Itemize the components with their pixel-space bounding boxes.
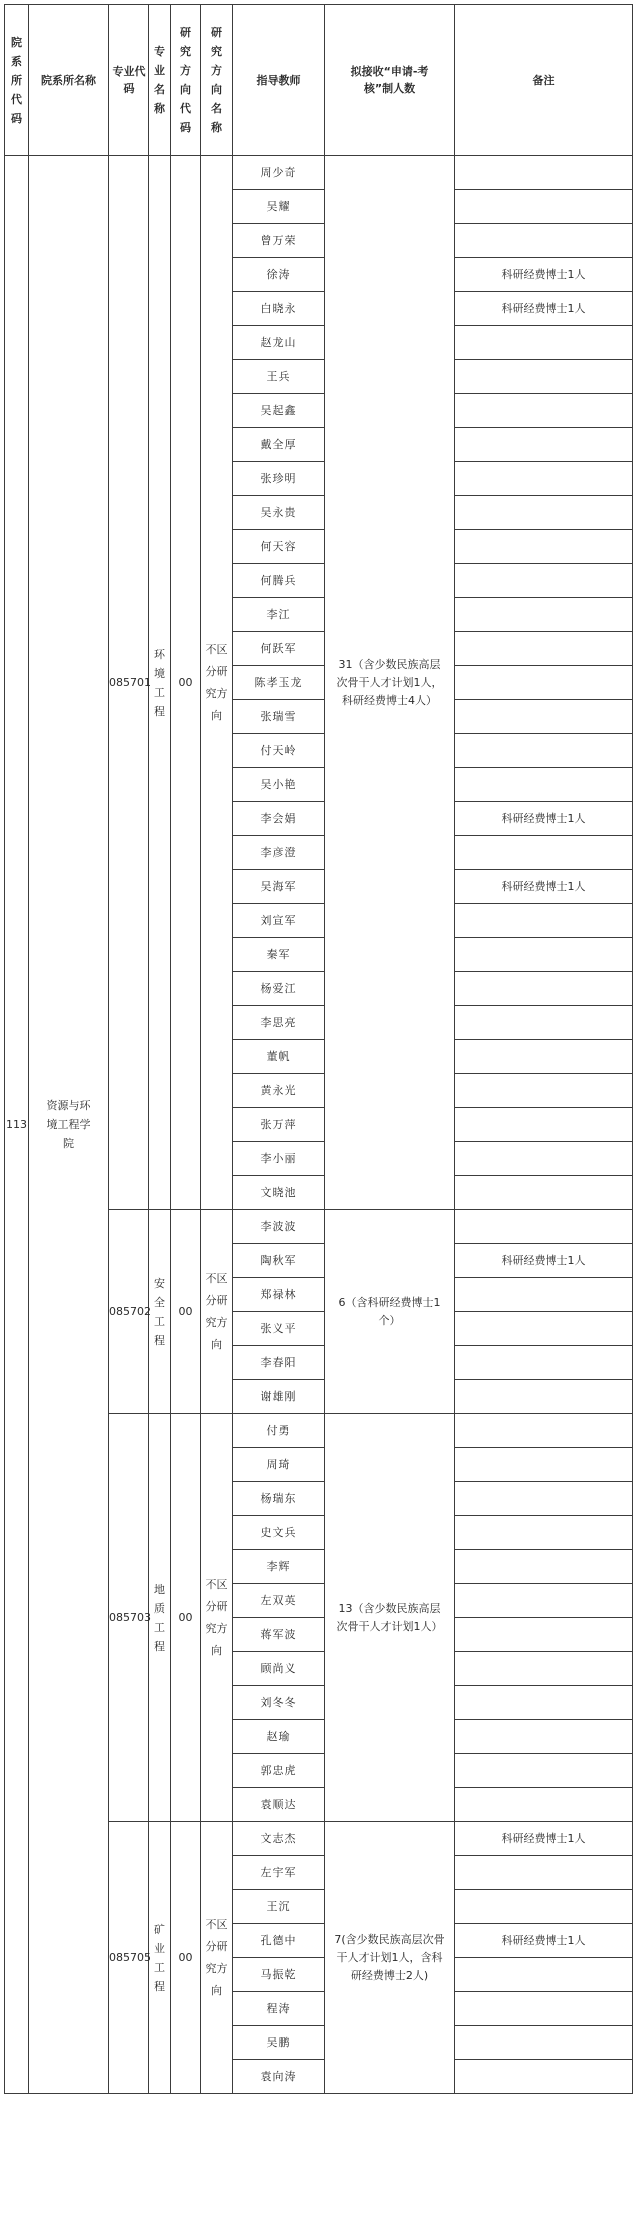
supervisor-cell xyxy=(233,1550,325,1584)
note-cell xyxy=(455,1618,633,1652)
note-cell xyxy=(455,1516,633,1550)
note-cell xyxy=(455,394,633,428)
supervisor-cell-text: 付勇 xyxy=(266,1424,291,1437)
supervisor-cell-text: 李波波 xyxy=(260,1220,297,1233)
supervisor-cell xyxy=(233,428,325,462)
supervisor-cell-text: 马振乾 xyxy=(260,1968,297,1981)
note-cell xyxy=(455,598,633,632)
supervisor-cell xyxy=(233,564,325,598)
note-cell xyxy=(455,1380,633,1414)
supervisor-cell xyxy=(233,2060,325,2094)
supervisor-cell-text: 张珍明 xyxy=(260,472,297,485)
note-cell xyxy=(455,190,633,224)
supervisor-cell xyxy=(233,938,325,972)
supervisor-cell xyxy=(233,1278,325,1312)
supervisor-cell-text: 赵瑜 xyxy=(266,1730,291,1743)
dir-code-cell xyxy=(171,1210,201,1414)
major-code-cell-text: 085703 xyxy=(109,1611,151,1624)
supervisor-cell xyxy=(233,1312,325,1346)
note-cell xyxy=(455,632,633,666)
supervisor-cell xyxy=(233,1074,325,1108)
supervisor-cell-text: 袁顺达 xyxy=(260,1798,297,1811)
supervisor-cell xyxy=(233,1346,325,1380)
supervisor-cell-text: 郭忠虎 xyxy=(260,1764,297,1777)
major-name-cell xyxy=(149,1210,171,1414)
dir-name-cell-text: 不区分研究方向 xyxy=(205,1271,228,1351)
supervisor-cell xyxy=(233,1856,325,1890)
supervisor-cell xyxy=(233,1448,325,1482)
supervisor-cell-text: 何跃军 xyxy=(260,642,297,655)
admission-table xyxy=(4,4,633,2094)
supervisor-cell-text: 王沉 xyxy=(266,1900,291,1913)
note-cell xyxy=(455,2060,633,2094)
note-cell xyxy=(455,1176,633,1210)
supervisor-cell-text: 李彦澄 xyxy=(260,846,297,859)
note-cell xyxy=(455,1856,633,1890)
major-code-cell xyxy=(109,1210,149,1414)
supervisor-cell-text: 白晓永 xyxy=(260,302,297,315)
supervisor-cell-text: 李小丽 xyxy=(260,1152,297,1165)
supervisor-cell xyxy=(233,1754,325,1788)
supervisor-cell xyxy=(233,1414,325,1448)
note-cell xyxy=(455,530,633,564)
supervisor-cell-text: 徐涛 xyxy=(266,268,291,281)
org-name-cell xyxy=(29,156,109,2094)
major-name-cell xyxy=(149,156,171,1210)
major-code-cell xyxy=(109,1414,149,1822)
supervisor-cell-text: 秦军 xyxy=(266,948,291,961)
plan-cell xyxy=(325,1414,455,1822)
supervisor-cell xyxy=(233,836,325,870)
note-cell xyxy=(455,1278,633,1312)
supervisor-cell xyxy=(233,1618,325,1652)
note-cell xyxy=(455,292,633,326)
supervisor-cell xyxy=(233,802,325,836)
note-cell xyxy=(455,564,633,598)
supervisor-cell-text: 张瑞雪 xyxy=(260,710,297,723)
plan-cell-text: 13（含少数民族高层次骨干人才计划1人） xyxy=(336,1601,443,1633)
supervisor-cell xyxy=(233,700,325,734)
note-cell xyxy=(455,666,633,700)
supervisor-cell-text: 董帆 xyxy=(266,1050,291,1063)
supervisor-cell-text: 刘冬冬 xyxy=(260,1696,297,1709)
supervisor-cell xyxy=(233,258,325,292)
note-cell xyxy=(455,462,633,496)
org-name-cell-text: 资源与环境工程学院 xyxy=(46,1099,91,1150)
plan-cell xyxy=(325,1822,455,2094)
supervisor-cell xyxy=(233,598,325,632)
supervisor-cell xyxy=(233,1040,325,1074)
supervisor-cell xyxy=(233,156,325,190)
note-cell xyxy=(455,1652,633,1686)
supervisor-cell-text: 李思亮 xyxy=(260,1016,297,1029)
supervisor-cell-text: 陈孝玉龙 xyxy=(254,676,303,689)
major-name-cell xyxy=(149,1822,171,2094)
note-cell-text: 科研经费博士1人 xyxy=(501,1832,586,1845)
supervisor-cell-text: 杨瑞东 xyxy=(260,1492,297,1505)
note-cell xyxy=(455,1482,633,1516)
note-cell xyxy=(455,938,633,972)
supervisor-cell xyxy=(233,530,325,564)
org-code-cell xyxy=(5,156,29,2094)
supervisor-cell xyxy=(233,1176,325,1210)
supervisor-cell-text: 张义平 xyxy=(260,1322,297,1335)
dir-name-cell-text: 不区分研究方向 xyxy=(205,1577,228,1657)
note-cell xyxy=(455,1074,633,1108)
supervisor-cell xyxy=(233,462,325,496)
plan-cell-text: 7(含少数民族高层次骨干人才计划1人，含科研经费博士2人) xyxy=(334,1932,445,1982)
major-code-cell xyxy=(109,1822,149,2094)
supervisor-cell-text: 戴全厚 xyxy=(260,438,297,451)
supervisor-cell-text: 吴海军 xyxy=(260,880,297,893)
supervisor-cell-text: 顾尚义 xyxy=(260,1662,297,1675)
supervisor-cell xyxy=(233,1482,325,1516)
supervisor-cell xyxy=(233,1822,325,1856)
supervisor-cell xyxy=(233,1890,325,1924)
header-row xyxy=(5,5,633,156)
supervisor-cell xyxy=(233,292,325,326)
note-cell-text: 科研经费博士1人 xyxy=(501,302,586,315)
note-cell xyxy=(455,1210,633,1244)
supervisor-cell-text: 吴永贵 xyxy=(260,506,297,519)
plan-cell-text: 31（含少数民族高层次骨干人才计划1人，科研经费博士4人） xyxy=(336,657,443,707)
supervisor-cell-text: 李江 xyxy=(266,608,291,621)
table-row xyxy=(5,156,633,190)
plan-cell xyxy=(325,156,455,1210)
header-major-code: 专业代码 xyxy=(109,5,149,156)
header-major-name: 专业名称 xyxy=(149,5,171,156)
note-cell xyxy=(455,1890,633,1924)
supervisor-cell-text: 周少奇 xyxy=(260,166,297,179)
note-cell xyxy=(455,1414,633,1448)
header-plan: 拟接收“申请-考核”制人数 xyxy=(325,5,455,156)
note-cell xyxy=(455,972,633,1006)
supervisor-cell-text: 谢雄刚 xyxy=(260,1390,297,1403)
supervisor-cell-text: 史文兵 xyxy=(260,1526,297,1539)
note-cell xyxy=(455,1448,633,1482)
dir-name-cell xyxy=(201,1210,233,1414)
supervisor-cell xyxy=(233,972,325,1006)
supervisor-cell-text: 杨爱江 xyxy=(260,982,297,995)
note-cell xyxy=(455,428,633,462)
note-cell xyxy=(455,1822,633,1856)
header-org-code: 院系所代码 xyxy=(5,5,29,156)
note-cell xyxy=(455,700,633,734)
supervisor-cell xyxy=(233,632,325,666)
note-cell-text: 科研经费博士1人 xyxy=(501,268,586,281)
supervisor-cell xyxy=(233,1788,325,1822)
supervisor-cell-text: 曾万荣 xyxy=(260,234,297,247)
note-cell-text: 科研经费博士1人 xyxy=(501,1254,586,1267)
dir-name-cell-text: 不区分研究方向 xyxy=(205,1917,228,1997)
supervisor-cell xyxy=(233,1006,325,1040)
supervisor-cell xyxy=(233,1720,325,1754)
supervisor-cell xyxy=(233,1142,325,1176)
supervisor-cell-text: 何腾兵 xyxy=(260,574,297,587)
dir-name-cell xyxy=(201,1822,233,2094)
note-cell xyxy=(455,1720,633,1754)
header-org-name: 院系所名称 xyxy=(29,5,109,156)
dir-code-cell xyxy=(171,1414,201,1822)
major-name-cell-text: 环境工程 xyxy=(153,647,165,718)
dir-code-cell xyxy=(171,1822,201,2094)
supervisor-cell-text: 程涛 xyxy=(266,2002,291,2015)
supervisor-cell xyxy=(233,1380,325,1414)
supervisor-cell-text: 付天岭 xyxy=(260,744,297,757)
supervisor-cell-text: 赵龙山 xyxy=(260,336,297,349)
note-cell xyxy=(455,1788,633,1822)
note-cell xyxy=(455,768,633,802)
supervisor-cell-text: 李会娟 xyxy=(260,812,297,825)
major-code-cell-text: 085702 xyxy=(109,1305,151,1318)
note-cell xyxy=(455,496,633,530)
table-body xyxy=(5,156,633,2094)
supervisor-cell-text: 王兵 xyxy=(266,370,291,383)
note-cell xyxy=(455,1346,633,1380)
supervisor-cell xyxy=(233,768,325,802)
major-name-cell-text: 安全工程 xyxy=(153,1276,165,1347)
note-cell xyxy=(455,870,633,904)
supervisor-cell-text: 黄永光 xyxy=(260,1084,297,1097)
note-cell xyxy=(455,836,633,870)
header-dir-name: 研究方向名称 xyxy=(201,5,233,156)
note-cell xyxy=(455,1006,633,1040)
supervisor-cell-text: 郑禄林 xyxy=(260,1288,297,1301)
note-cell xyxy=(455,1550,633,1584)
note-cell xyxy=(455,1584,633,1618)
supervisor-cell xyxy=(233,1108,325,1142)
note-cell-text: 科研经费博士1人 xyxy=(501,1934,586,1947)
supervisor-cell-text: 张万萍 xyxy=(260,1118,297,1131)
note-cell xyxy=(455,2026,633,2060)
dir-code-cell-text: 00 xyxy=(178,1611,193,1624)
supervisor-cell-text: 刘宣军 xyxy=(260,914,297,927)
supervisor-cell xyxy=(233,1924,325,1958)
supervisor-cell xyxy=(233,2026,325,2060)
note-cell xyxy=(455,1958,633,1992)
supervisor-cell-text: 吴起鑫 xyxy=(260,404,297,417)
supervisor-cell-text: 陶秋军 xyxy=(260,1254,297,1267)
supervisor-cell-text: 袁向涛 xyxy=(260,2070,297,2083)
supervisor-cell xyxy=(233,1210,325,1244)
major-name-cell xyxy=(149,1414,171,1822)
supervisor-cell xyxy=(233,394,325,428)
note-cell-text: 科研经费博士1人 xyxy=(501,812,586,825)
supervisor-cell xyxy=(233,1958,325,1992)
note-cell xyxy=(455,904,633,938)
header-dir-code: 研究方向代码 xyxy=(171,5,201,156)
supervisor-cell xyxy=(233,870,325,904)
major-code-cell-text: 085701 xyxy=(109,676,151,689)
note-cell xyxy=(455,326,633,360)
supervisor-cell xyxy=(233,326,325,360)
supervisor-cell xyxy=(233,496,325,530)
note-cell xyxy=(455,1312,633,1346)
supervisor-cell xyxy=(233,734,325,768)
note-cell xyxy=(455,802,633,836)
supervisor-cell-text: 蒋军波 xyxy=(260,1628,297,1641)
supervisor-cell-text: 左宇军 xyxy=(260,1866,297,1879)
dir-name-cell xyxy=(201,1414,233,1822)
header-supervisor: 指导教师 xyxy=(233,5,325,156)
note-cell-text: 科研经费博士1人 xyxy=(501,880,586,893)
note-cell xyxy=(455,360,633,394)
supervisor-cell xyxy=(233,1584,325,1618)
supervisor-cell xyxy=(233,1652,325,1686)
dir-name-cell xyxy=(201,156,233,1210)
supervisor-cell xyxy=(233,1244,325,1278)
supervisor-cell xyxy=(233,904,325,938)
supervisor-cell xyxy=(233,224,325,258)
major-name-cell-text: 地质工程 xyxy=(153,1582,165,1653)
supervisor-cell-text: 文晓池 xyxy=(260,1186,297,1199)
note-cell xyxy=(455,1924,633,1958)
supervisor-cell xyxy=(233,190,325,224)
supervisor-cell-text: 文志杰 xyxy=(260,1832,297,1845)
supervisor-cell-text: 何天容 xyxy=(260,540,297,553)
supervisor-cell xyxy=(233,666,325,700)
supervisor-cell-text: 孔德中 xyxy=(260,1934,297,1947)
plan-cell-text: 6（含科研经费博士1个） xyxy=(338,1295,441,1327)
note-cell xyxy=(455,156,633,190)
supervisor-cell-text: 周琦 xyxy=(266,1458,291,1471)
note-cell xyxy=(455,1992,633,2026)
plan-cell xyxy=(325,1210,455,1414)
major-name-cell-text: 矿业工程 xyxy=(153,1922,165,1993)
major-code-cell xyxy=(109,156,149,1210)
dir-code-cell-text: 00 xyxy=(178,1305,193,1318)
dir-code-cell-text: 00 xyxy=(178,1951,193,1964)
supervisor-cell xyxy=(233,1516,325,1550)
supervisor-cell-text: 左双英 xyxy=(260,1594,297,1607)
header-note: 备注 xyxy=(455,5,633,156)
note-cell xyxy=(455,734,633,768)
dir-code-cell-text: 00 xyxy=(178,676,193,689)
note-cell xyxy=(455,1040,633,1074)
note-cell xyxy=(455,1686,633,1720)
supervisor-cell-text: 李春阳 xyxy=(260,1356,297,1369)
supervisor-cell-text: 李辉 xyxy=(266,1560,291,1573)
dir-name-cell-text: 不区分研究方向 xyxy=(205,642,228,722)
note-cell xyxy=(455,1244,633,1278)
supervisor-cell-text: 吴小艳 xyxy=(260,778,297,791)
note-cell xyxy=(455,1108,633,1142)
note-cell xyxy=(455,1754,633,1788)
note-cell xyxy=(455,1142,633,1176)
supervisor-cell xyxy=(233,360,325,394)
org-code-cell-text: 113 xyxy=(6,1118,27,1131)
supervisor-cell-text: 吴鹏 xyxy=(266,2036,291,2049)
note-cell xyxy=(455,258,633,292)
dir-code-cell xyxy=(171,156,201,1210)
supervisor-cell xyxy=(233,1686,325,1720)
supervisor-cell xyxy=(233,1992,325,2026)
supervisor-cell-text: 吴耀 xyxy=(266,200,291,213)
major-code-cell-text: 085705 xyxy=(109,1951,151,1964)
note-cell xyxy=(455,224,633,258)
